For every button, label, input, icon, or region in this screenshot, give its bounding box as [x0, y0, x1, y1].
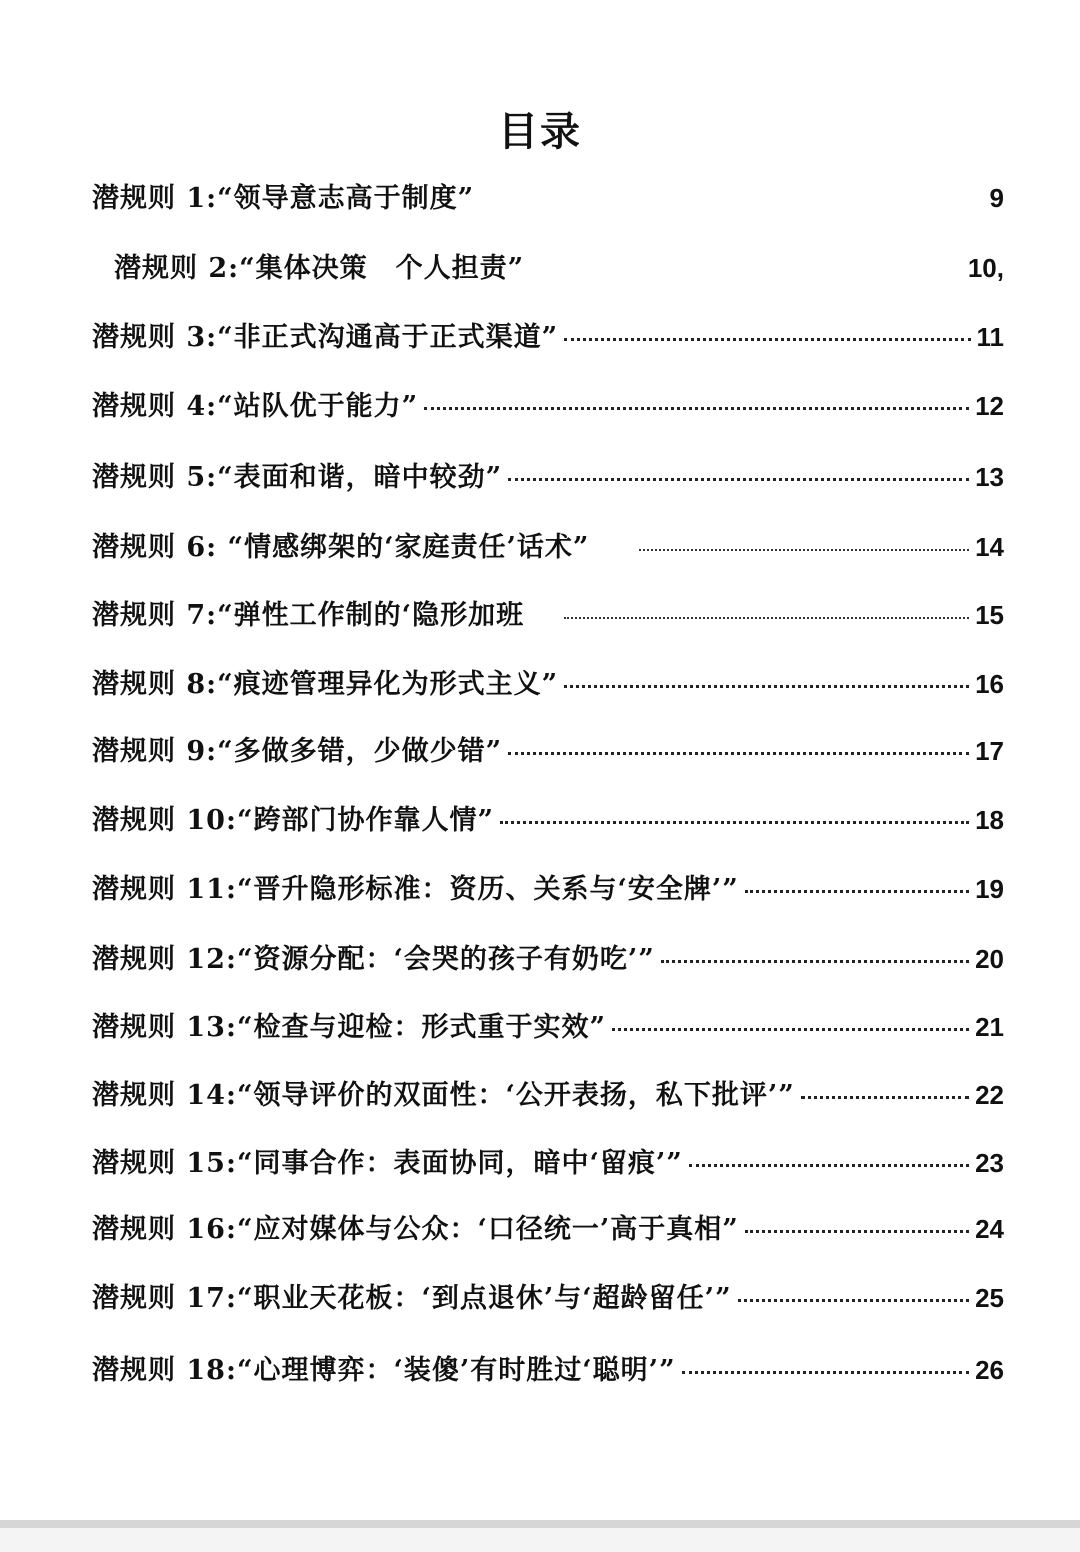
toc-page-number: 15	[975, 600, 1004, 630]
toc-page-number: 16	[975, 669, 1004, 699]
toc-page-number: 17	[975, 736, 1004, 766]
toc-leader	[508, 478, 969, 481]
toc-entry-13	[92, 1005, 1004, 1045]
toc-entry-label: 潜规则 17:“职业天花板：‘到点退休’与‘超龄留任’”	[92, 1283, 732, 1314]
toc-entry-label: 潜规则 1:“领导意志高于制度”	[92, 183, 475, 214]
toc-entry-label: 潜规则 8:“痕迹管理异化为形式主义”	[92, 669, 559, 700]
toc-entry-6	[92, 525, 1004, 565]
toc-entry-label: 潜规则 14:“领导评价的双面性：‘公开表扬，私下批评’”	[92, 1080, 795, 1111]
toc-page-number: 23	[975, 1148, 1004, 1178]
toc-entry-7	[92, 593, 1004, 633]
toc-leader	[801, 1096, 969, 1099]
toc-entry-label: 潜规则 15:“同事合作：表面协同，暗中‘留痕’”	[92, 1148, 683, 1179]
toc-entry-8	[92, 662, 1004, 702]
toc-page-number: 13	[975, 462, 1004, 492]
toc-entry-2	[114, 246, 1004, 286]
toc-entry-16	[92, 1207, 1004, 1247]
toc-page-number: 12	[975, 391, 1004, 421]
toc-entry-label: 潜规则 6: “情感绑架的‘家庭责任’话术”	[92, 532, 590, 563]
toc-entry-label: 潜规则 12:“资源分配：‘会哭的孩子有奶吃’”	[92, 944, 655, 975]
toc-leader	[682, 1371, 969, 1374]
toc-leader	[612, 1028, 969, 1031]
toc-entry-18	[92, 1348, 1004, 1388]
toc-page-number: 25	[975, 1283, 1004, 1313]
toc-page-number: 26	[975, 1355, 1004, 1385]
toc-leader	[500, 821, 969, 824]
toc-leader	[564, 685, 969, 688]
page-title: 目录	[498, 108, 582, 155]
page-bottom-margin	[0, 1528, 1080, 1552]
page-edge-divider	[0, 1520, 1080, 1528]
toc-leader	[564, 338, 970, 341]
toc-page-number: 21	[975, 1012, 1004, 1042]
toc-page-number: 22	[975, 1080, 1004, 1110]
toc-entry-17	[92, 1276, 1004, 1316]
toc-entry-label: 潜规则 9:“多做多错，少做少错”	[92, 736, 503, 767]
toc-page-number: 19	[975, 874, 1004, 904]
toc-entry-11	[92, 867, 1004, 907]
toc-entry-label: 潜规则 3:“非正式沟通高于正式渠道”	[92, 322, 559, 353]
toc-entry-label: 潜规则 13:“检查与迎检：形式重于实效”	[92, 1012, 606, 1043]
toc-entry-label: 潜规则 7:“弹性工作制的‘隐形加班	[92, 600, 525, 631]
toc-entry-label: 潜规则 5:“表面和谐，暗中较劲”	[92, 462, 503, 493]
toc-page-number: 11	[976, 322, 1004, 352]
toc-leader	[745, 1230, 969, 1233]
toc-entry-1	[92, 176, 1004, 216]
toc-leader	[661, 960, 969, 963]
toc-entry-3	[92, 315, 1004, 355]
toc-entry-label: 潜规则 10:“跨部门协作靠人情”	[92, 805, 494, 836]
toc-page-number: 24	[975, 1214, 1004, 1244]
toc-leader	[424, 407, 969, 410]
toc-entry-12	[92, 937, 1004, 977]
toc-entry-9	[92, 729, 1004, 769]
toc-leader	[745, 890, 969, 893]
toc-entry-label: 潜规则 11:“晋升隐形标准：资历、关系与‘安全牌’”	[92, 874, 739, 905]
toc-entry-14	[92, 1073, 1004, 1113]
toc-entry-4	[92, 384, 1004, 424]
toc-leader	[689, 1164, 969, 1167]
toc-entry-label: 潜规则 4:“站队优于能力”	[92, 391, 419, 422]
toc-page-number: 10,	[967, 253, 1004, 283]
toc-leader	[508, 752, 969, 755]
toc-leader	[639, 549, 969, 551]
toc-entry-5	[92, 455, 1004, 495]
toc-page-number: 9	[989, 183, 1004, 213]
toc-leader	[738, 1299, 969, 1302]
toc-page-number: 20	[975, 944, 1004, 974]
toc-entry-label: 潜规则 18:“心理博弈：‘装傻’有时胜过‘聪明’”	[92, 1355, 676, 1386]
toc-page-number: 14	[975, 532, 1004, 562]
toc-entry-label: 潜规则 2:“集体决策 个人担责”	[114, 253, 525, 284]
toc-page-number: 18	[975, 805, 1004, 835]
toc-entry-15	[92, 1141, 1004, 1181]
toc-entry-label: 潜规则 16:“应对媒体与公众：‘口径统一’高于真相”	[92, 1214, 739, 1245]
toc-leader	[564, 617, 969, 619]
toc-entry-10	[92, 798, 1004, 838]
